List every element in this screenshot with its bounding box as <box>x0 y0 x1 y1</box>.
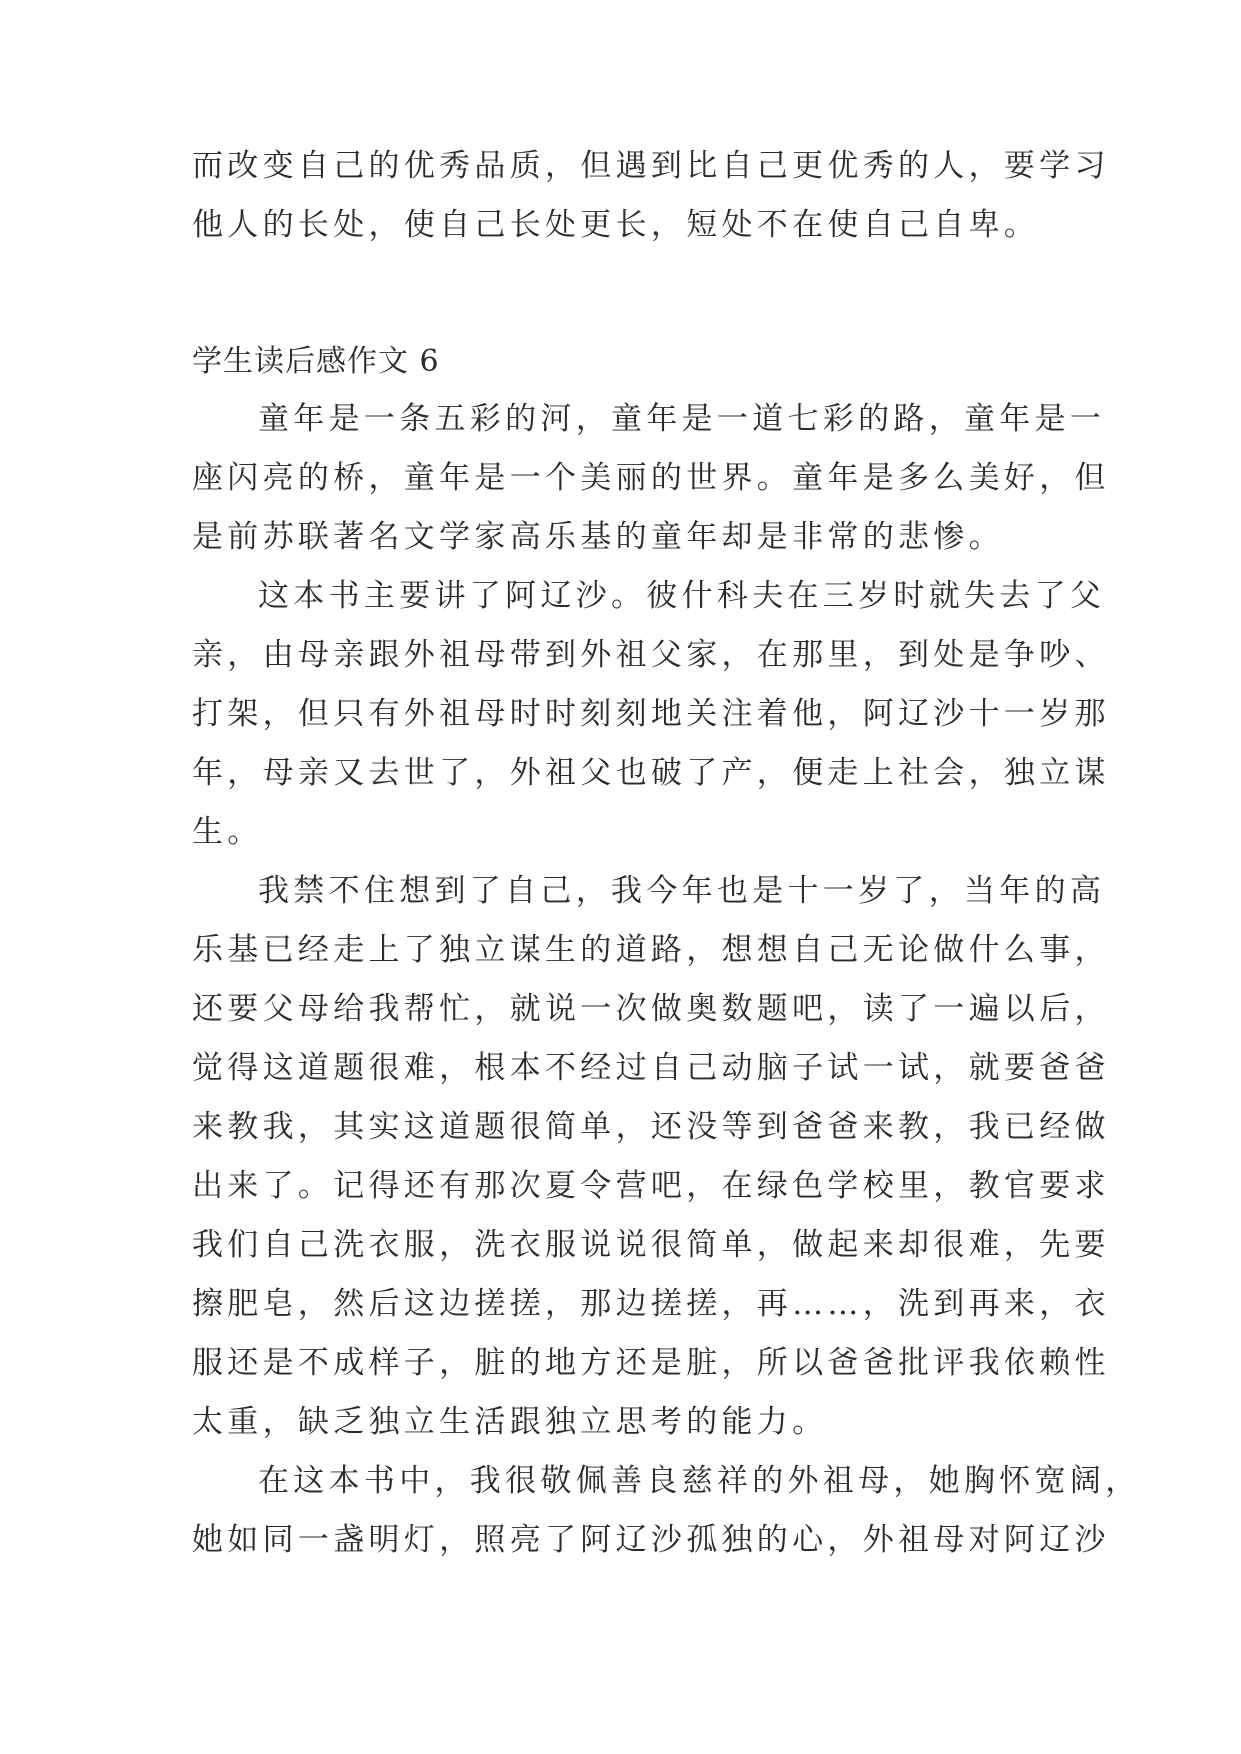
paragraph-line: 座闪亮的桥，童年是一个美丽的世界。童年是多么美好，但 <box>192 460 1110 496</box>
paragraph-line: 亲，由母亲跟外祖母带到外祖父家，在那里，到处是争吵、 <box>192 637 1110 673</box>
paragraph-line: 还要父母给我帮忙，就说一次做奥数题吧，读了一遍以后， <box>192 991 1110 1027</box>
paragraph-line: 她如同一盏明灯，照亮了阿辽沙孤独的心，外祖母对阿辽沙 <box>192 1522 1110 1558</box>
paragraph-line: 生。 <box>192 814 263 850</box>
paragraph-line: 是前苏联著名文学家高乐基的童年却是非常的悲惨。 <box>192 519 1004 555</box>
paragraph-line: 擦肥皂，然后这边搓搓，那边搓搓，再……，洗到再来，衣 <box>192 1286 1110 1322</box>
paragraph-4 <box>192 1452 1141 1570</box>
paragraph-line: 在这本书中，我很敬佩善良慈祥的外祖母，她胸怀宽阔， <box>258 1463 1141 1499</box>
section-title: 学生读后感作文 6 <box>192 344 440 379</box>
paragraph-line: 出来了。记得还有那次夏令营吧，在绿色学校里，教官要求 <box>192 1168 1110 1204</box>
paragraph-line: 这本书主要讲了阿辽沙。彼什科夫在三岁时就失去了父 <box>258 578 1106 614</box>
paragraph-line: 乐基已经走上了独立谋生的道路，想想自己无论做什么事， <box>192 932 1110 968</box>
intro-line-2: 他人的长处，使自己长处更长，短处不在使自己自卑。 <box>192 207 1040 243</box>
intro-paragraph <box>192 137 1110 255</box>
paragraph-line: 我们自己洗衣服，洗衣服说说很简单，做起来却很难，先要 <box>192 1227 1110 1263</box>
paragraph-line: 打架，但只有外祖母时时刻刻地关注着他，阿辽沙十一岁那 <box>192 696 1110 732</box>
paragraph-1 <box>192 390 1110 567</box>
paragraph-line: 我禁不住想到了自己，我今年也是十一岁了，当年的高 <box>258 873 1106 909</box>
paragraph-line: 年，母亲又去世了，外祖父也破了产，便走上社会，独立谋 <box>192 755 1110 791</box>
paragraph-line: 来教我，其实这道题很简单，还没等到爸爸来教，我已经做 <box>192 1109 1110 1145</box>
intro-line-1: 而改变自己的优秀品质，但遇到比自己更优秀的人，要学习 <box>192 148 1110 184</box>
paragraph-line: 童年是一条五彩的河，童年是一道七彩的路，童年是一 <box>258 401 1106 437</box>
paragraph-3 <box>192 862 1110 1452</box>
paragraph-line: 太重，缺乏独立生活跟独立思考的能力。 <box>192 1404 828 1440</box>
paragraph-2 <box>192 567 1110 862</box>
paragraph-line: 觉得这道题很难，根本不经过自己动脑子试一试，就要爸爸 <box>192 1050 1110 1086</box>
paragraph-line: 服还是不成样子，脏的地方还是脏，所以爸爸批评我依赖性 <box>192 1345 1110 1381</box>
